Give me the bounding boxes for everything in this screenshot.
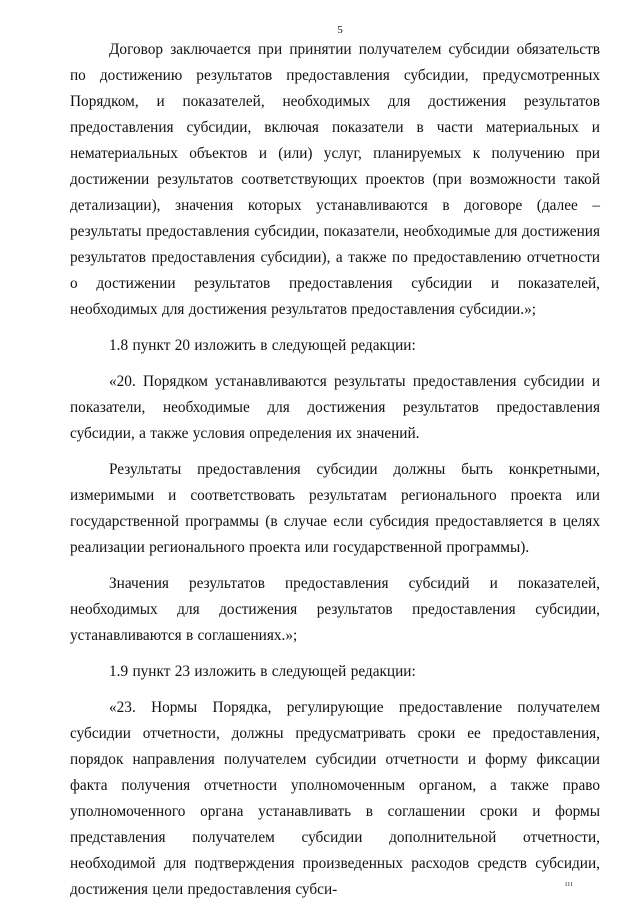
paragraph-results: Результаты предоставления субсидии должны быть конкретными, измеримыми и соответствовать результатам регионального проекта или государственной программы (в случае если субсидия предоставляется в целях реализации регионального проекта или государственной программы). [70,461,600,556]
paragraph-item-1-8: 1.8 пункт 20 изложить в следующей редакции: [109,337,416,354]
page-number: 5 [337,24,343,36]
paragraph-agreement: Договор заключается при принятии получателем субсидии обязательств по достижению результатов предоставления субсидии, предусмотренных Порядком, и показателей, необходимых для достижения результатов предоставления субсидии, включая показатели в части материальных и нематериальных объектов и (или) услуг, планируемых к получению при достижении результатов соответствующих проектов (при возможности такой детализации), значения которых устанавливаются в договоре (далее – результаты предоставления субсидии, показатели, необходимые для достижения результатов предоставления субсидии), а также по предоставлению отчетности о достижении результатов предоставления субсидии и показателей, необходимых для достижения результатов предоставления субсидии.»; [70,41,600,318]
paragraph-item-1-9: 1.9 пункт 23 изложить в следующей редакции: [109,663,416,680]
document-body [70,37,600,903]
paragraph-clause-20: «20. Порядком устанавливаются результаты предоставления субсидии и показатели, необходимые для достижения результатов предоставления субсидии, а также условия определения их значений. [70,373,600,442]
paragraph-clause-23: «23. Нормы Порядка, регулирующие предоставление получателем субсидии отчетности, должны предусматривать сроки ее предоставления, порядок направления получателем субсидии отчетности и форму фиксации факта получения отчетности уполномоченным органом, а также право уполномоченного органа устанавливать в соглашении сроки и формы представления получателем субсидии дополнительной отчетности, необходимой для подтверждения произведенных расходов средств субсидии, достижения цели предоставления субси- [70,699,600,898]
paragraph-values: Значения результатов предоставления субсидий и показателей, необходимых для достижения результатов предоставления субсидии, устанавливаются в соглашениях.»; [70,575,600,644]
corner-mark: ııı [565,879,574,888]
